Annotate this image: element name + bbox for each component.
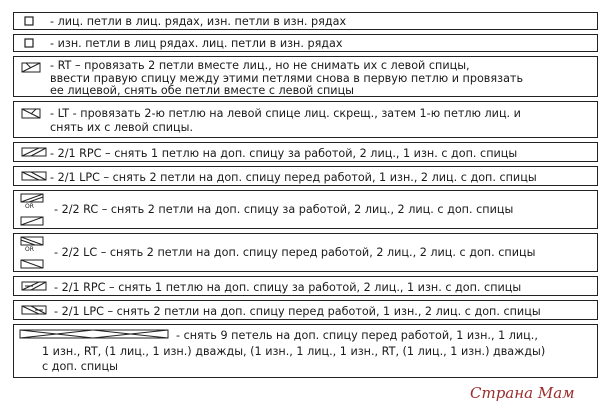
legend-text: - лиц. петли в лиц. рядах, изн. петли в изн. рядах [50, 15, 347, 28]
legend-text: - 2/1 RPC – снять 1 петлю на доп. спицу за работой, 2 лиц., 1 изн. с доп. спицы [54, 281, 522, 294]
legend-line: ввести правую спицу между этими петлями снова в первую петлю и провязать [50, 72, 524, 85]
legend-text: - 2/1 RPC – снять 1 петлю на доп. спицу за работой, 2 лиц., 1 изн. с доп. спицы [50, 147, 518, 160]
rt-cable-symbol [21, 62, 43, 74]
or-label: OR [25, 246, 34, 253]
21lpc-alt-symbol [21, 305, 49, 316]
legend-row-rt [13, 56, 598, 97]
legend-row-lt [13, 101, 598, 138]
legend-text: - 2/2 RC – снять 2 петли на доп. спицу за работой, 2 лиц., 2 лиц. с доп. спицы [54, 203, 514, 216]
legend-line: с доп. спицы [42, 360, 118, 373]
legend-row-21lpc [13, 166, 598, 186]
22rc-symbol [20, 193, 46, 227]
legend-table [13, 12, 598, 382]
legend-row-9st-cable [13, 324, 598, 378]
legend-line: - LT - провязать 2-ю петлю на левой спице лиц. скрещ., затем 1-ю петлю лиц. и [50, 107, 521, 120]
21rpc-symbol [21, 147, 49, 158]
legend-row-21rpc [13, 142, 598, 162]
legend-text: - 2/1 LPC – снять 2 петли на доп. спицу перед работой, 1 изн., 2 лиц. с доп. спицы [54, 305, 541, 318]
legend-row-22rc [13, 190, 598, 229]
legend-line: ее лицевой, снять обе петли вместе с левой спицы [50, 84, 355, 97]
legend-row-purl [13, 34, 598, 52]
legend-row-knit [13, 12, 598, 30]
legend-text: - 2/1 LPC – снять 2 петли на доп. спицу перед работой, 1 изн., 2 лиц. с доп. спицы [50, 171, 537, 184]
lt-cable-symbol [21, 108, 43, 120]
21rpc-alt-symbol [21, 281, 49, 292]
22lc-symbol [20, 236, 46, 270]
legend-line: снять их с левой спицы. [50, 121, 194, 134]
legend-text: - 2/2 LC – снять 2 петли на доп. спицу перед работой, 2 лиц., 2 лиц. с доп. спицы [54, 246, 536, 259]
9st-cable-symbol [19, 329, 171, 341]
21lpc-symbol [21, 171, 49, 182]
legend-row-21lpc-alt [13, 300, 598, 320]
legend-line: - RT – провязать 2 петли вместе лиц., но не снимать их с левой спицы, [50, 59, 470, 72]
knit-stitch-symbol [24, 16, 35, 27]
purl-stitch-symbol [24, 38, 35, 49]
watermark-logo: Страна Мам [470, 384, 575, 402]
legend-text: - изн. петли в лиц рядах. лиц. петли в изн. рядах [50, 37, 343, 50]
legend-row-22lc [13, 233, 598, 272]
legend-line: 1 изн., RT, (1 лиц., 1 изн.) дважды, (1 изн., 1 лиц., 1 изн., RT, (1 лиц., 1 изн.) дважды) [42, 345, 546, 358]
or-label: OR [25, 203, 34, 210]
legend-row-21rpc-alt [13, 276, 598, 296]
legend-line: - снять 9 петель на доп. спицу перед работой, 1 изн., 1 лиц., [176, 329, 538, 342]
